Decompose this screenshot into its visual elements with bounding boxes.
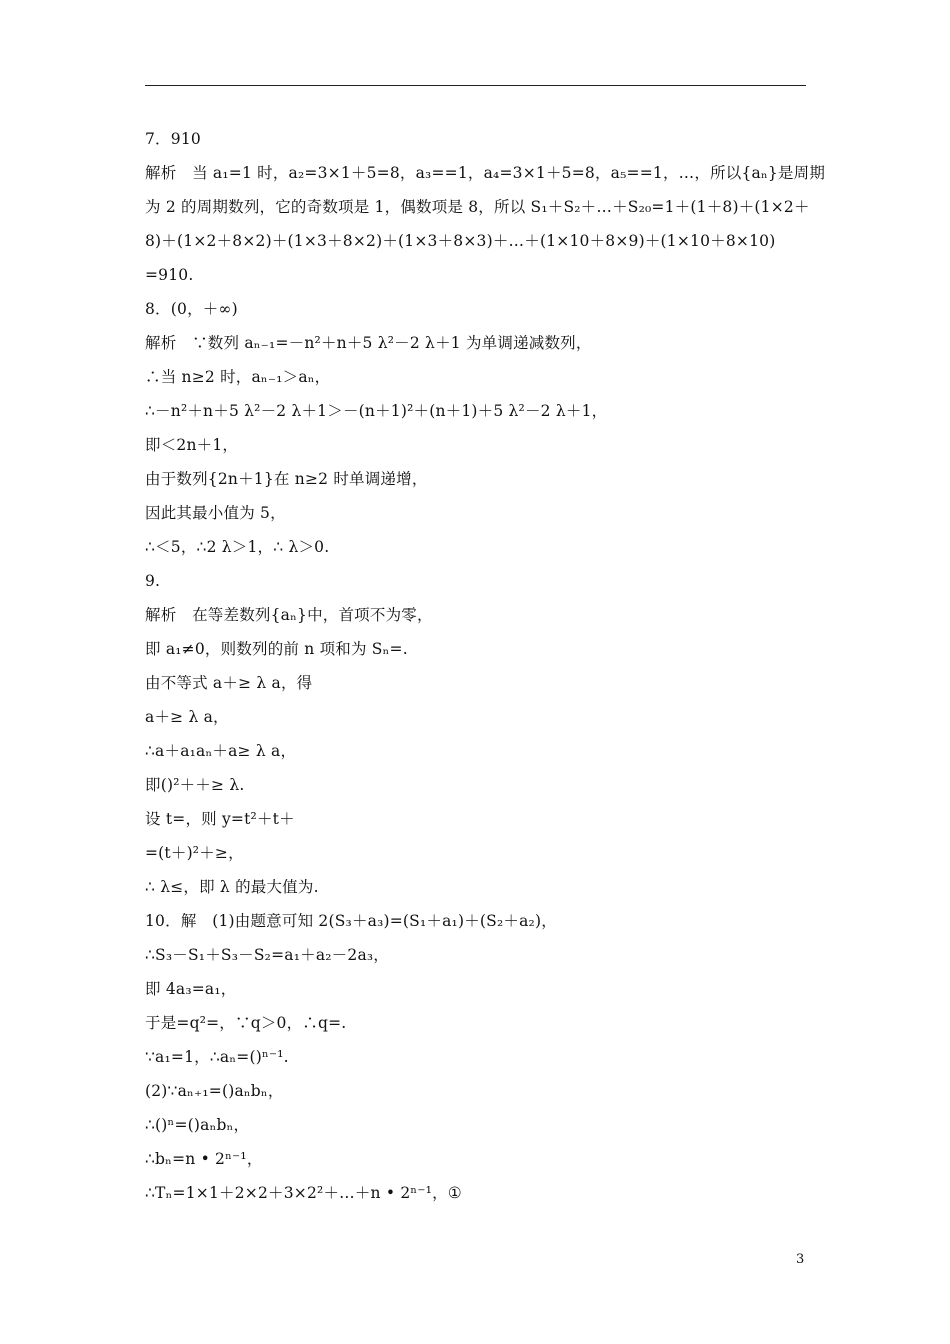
text-line: ∴－n²＋n＋5 λ²－2 λ＋1＞－(n＋1)²＋(n＋1)＋5 λ²－2 λ＋1， (145, 402, 608, 420)
document-body (145, 122, 826, 1210)
text-line: ∵a₁=1，∴aₙ=()ⁿ⁻¹. (145, 1048, 289, 1066)
text-line: 为 2 的周期数列，它的奇数项是 1，偶数项是 8，所以 S₁＋S₂＋…＋S₂₀=1＋(1＋8)＋(1×2＋ (145, 198, 810, 216)
text-line: 8．(0，＋∞) (145, 300, 238, 318)
text-line: 解析 在等差数列{aₙ}中，首项不为零， (145, 606, 433, 624)
text-line: 9. (145, 572, 161, 590)
text-line: ∴ λ≤，即 λ 的最大值为. (145, 878, 319, 896)
text-line: ∴Tₙ=1×1＋2×2＋3×2²＋…＋n • 2ⁿ⁻¹，① (145, 1184, 462, 1202)
text-line: 解析 当 a₁=1 时，a₂=3×1＋5=8，a₃==1，a₄=3×1＋5=8，a₅==1，…，所以{aₙ}是周期 (145, 164, 826, 182)
text-line: 10．解 (1)由题意可知 2(S₃＋a₃)=(S₁＋a₁)＋(S₂＋a₂)， (145, 912, 557, 930)
text-line: ∴()ⁿ=()aₙbₙ， (145, 1116, 250, 1134)
text-line: a＋≥ λ a， (145, 708, 229, 726)
text-line: 由于数列{2n＋1}在 n≥2 时单调递增， (145, 470, 428, 488)
text-line: (2)∵aₙ₊₁=()aₙbₙ， (145, 1082, 284, 1100)
text-line: 即＜2n＋1， (145, 436, 239, 454)
text-line: 因此其最小值为 5， (145, 504, 286, 522)
text-line: 即()²＋＋≥ λ. (145, 776, 245, 794)
text-line: 解析 ∵数列 aₙ₋₁=－n²＋n＋5 λ²－2 λ＋1 为单调递减数列， (145, 334, 592, 352)
text-line: 设 t=，则 y=t²＋t＋ (145, 810, 295, 828)
page-number: 3 (796, 1252, 805, 1267)
text-line: ∴＜5，∴2 λ＞1，∴ λ＞0. (145, 538, 330, 556)
text-line: ∴a＋a₁aₙ＋a≥ λ a， (145, 742, 297, 760)
text-line: ∴S₃－S₁＋S₃－S₂=a₁＋a₂－2a₃， (145, 946, 390, 964)
text-line: ∴bₙ=n • 2ⁿ⁻¹， (145, 1150, 263, 1168)
text-line: =910. (145, 266, 194, 284)
text-line: =(t＋)²＋≥， (145, 844, 244, 862)
text-line: 由不等式 a＋≥ λ a，得 (145, 674, 313, 692)
text-line: 7．910 (145, 130, 201, 148)
text-line: ∴当 n≥2 时，aₙ₋₁＞aₙ， (145, 368, 331, 386)
text-line: 8)＋(1×2＋8×2)＋(1×3＋8×2)＋(1×3＋8×3)＋…＋(1×10＋8×9)＋(1×10＋8×10) (145, 232, 776, 250)
header-rule (145, 85, 806, 86)
text-line: 即 a₁≠0，则数列的前 n 项和为 Sₙ=. (145, 640, 408, 658)
text-line: 于是=q²=，∵q＞0，∴q=. (145, 1014, 347, 1032)
text-line: 即 4a₃=a₁， (145, 980, 237, 998)
